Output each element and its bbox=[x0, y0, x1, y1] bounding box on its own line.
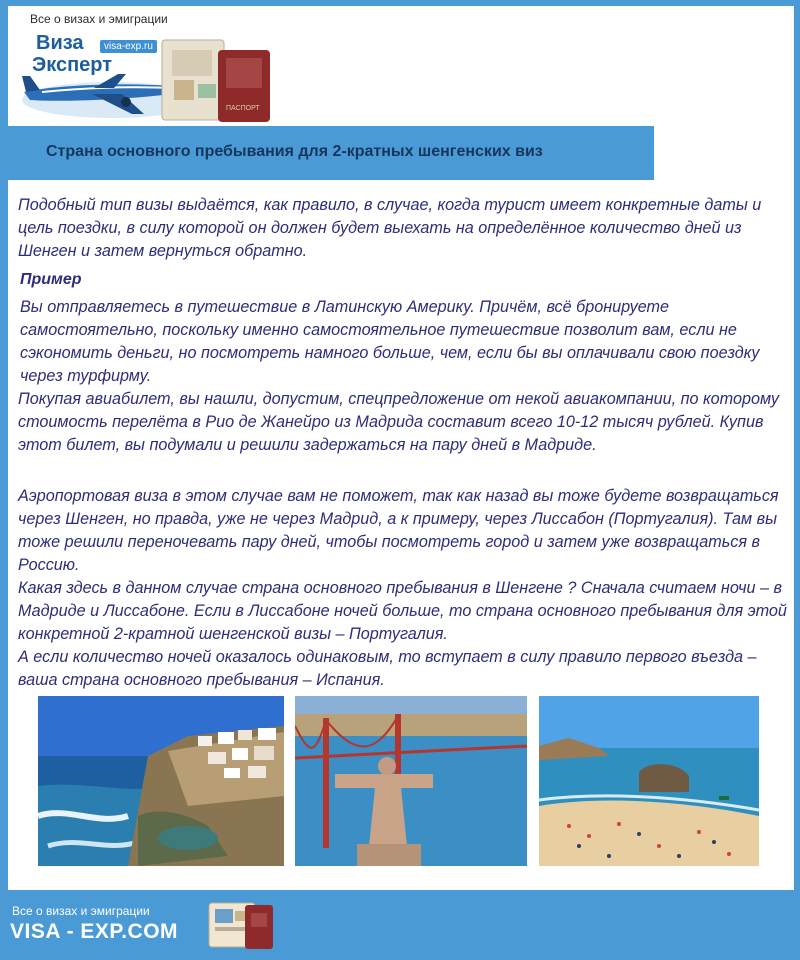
passport-book-icon bbox=[205, 897, 277, 953]
paragraph-latin-america: Вы отправляетесь в путешествие в Латинскую Америку. Причём, всё бронируете самостоятельно, поскольку именно самостоятельное путешествие позволит вам, если не сэкономить деньги, но посмотреть намного больше, чем, если бы вы оплачивали свою поездку через турфирму. bbox=[20, 298, 760, 385]
footer-brand-link[interactable]: VISA - EXP.COM bbox=[10, 920, 179, 943]
title-banner bbox=[8, 126, 654, 180]
header-tagline: Все о визах и эмиграции bbox=[30, 12, 168, 26]
paragraph-first-entry: А если количество ночей оказалось одинаковым, то вступает в силу правило первого въезда – ваша страна основного пребывания – Испания. bbox=[18, 648, 757, 689]
intro-paragraph: Подобный тип визы выдаётся, как правило, в случае, когда турист имеет конкретные даты и цель поездки, в силу которой он должен будет выехать на определённое количество дней из Шенген и затем вернуться обратно. bbox=[18, 196, 762, 260]
photo-beach bbox=[539, 696, 759, 866]
logo-url[interactable]: visa-exp.ru bbox=[100, 40, 157, 53]
page-sheet bbox=[8, 6, 794, 890]
photo-bridge-statue bbox=[295, 696, 527, 866]
passport-label: ПАСПОРТ bbox=[226, 105, 260, 112]
paragraph-airport-visa: Аэропортовая виза в этом случае вам не поможет, так как назад вы тоже будете возвращаться через Шенген, но правда, уже не через Мадрид, а к примеру, через Лиссабон (Португалия). Там вы тоже решили переночевать пару дней, чтобы посмотреть город и затем уже возвращаться в Россию. bbox=[18, 487, 779, 574]
logo-word-visa: Виза bbox=[36, 32, 84, 54]
example-heading: Пример bbox=[20, 271, 82, 288]
photo-coastal-town bbox=[38, 696, 284, 866]
page-title: Страна основного пребывания для 2-кратных шенгенских виз bbox=[46, 143, 543, 160]
footer-tagline: Все о визах и эмиграции bbox=[12, 904, 150, 918]
logo-word-expert: Эксперт bbox=[32, 54, 113, 76]
site-logo[interactable] bbox=[22, 30, 272, 125]
paragraph-count-nights: Какая здесь в данном случае страна основного пребывания в Шенгене ? Сначала считаем ночи – в Мадриде и Лиссабоне. Если в Лиссабоне ночей больше, то страна основного пребывания для этой конкретной 2-кратной шенгенской визы – Португалия. bbox=[18, 579, 787, 643]
paragraph-ticket: Покупая авиабилет, вы нашли, допустим, спецпредложение от некой авиакомпании, по которому стоимость перелёта в Рио де Жанейро из Мадрида составит всего 10-12 тысяч рублей. Купив этот билет, вы подумали и решили задержаться на пару дней в Мадриде. bbox=[18, 390, 779, 454]
